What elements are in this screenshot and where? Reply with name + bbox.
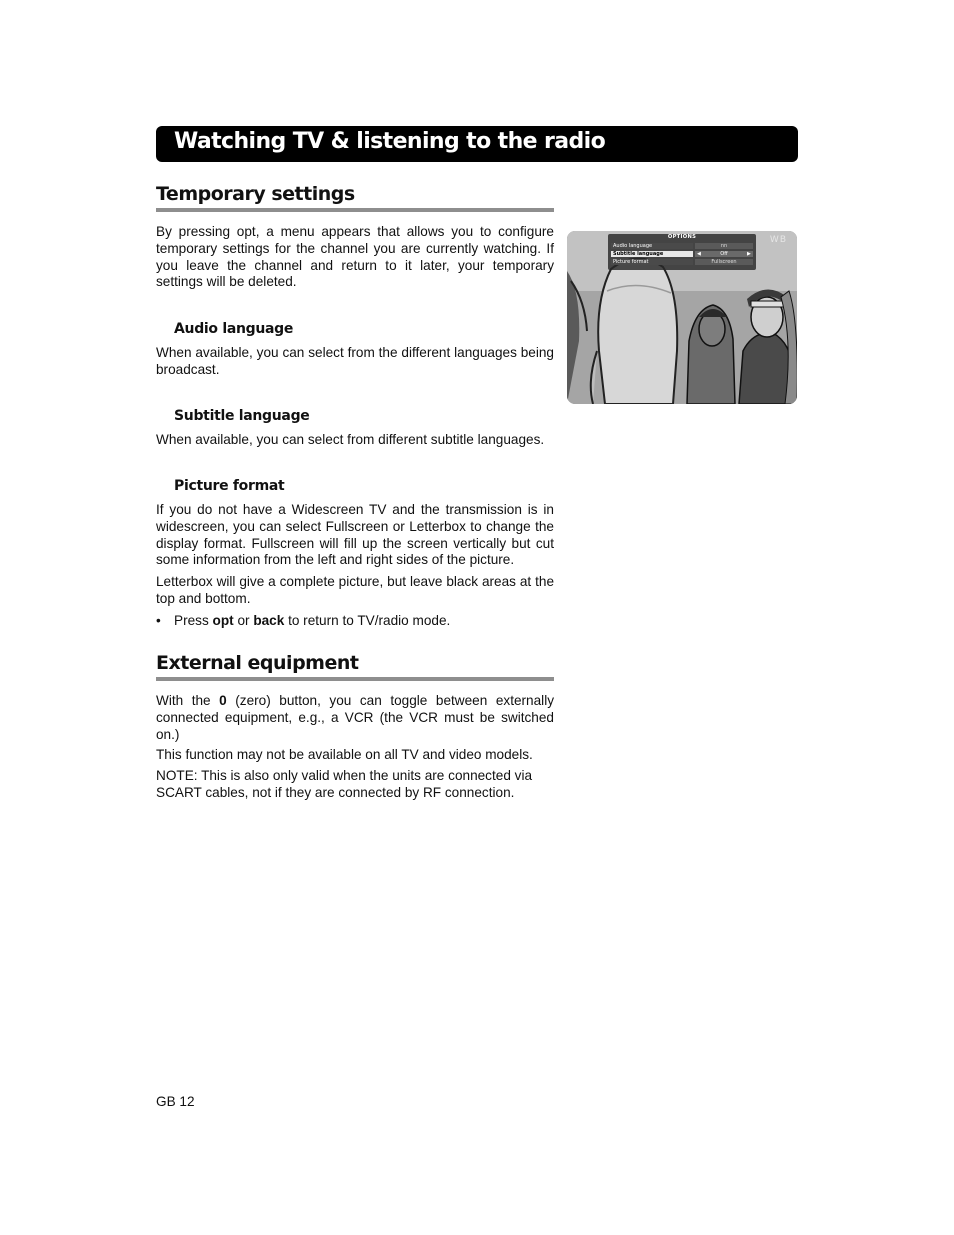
bullet-post: to return to TV/radio mode. (284, 612, 451, 628)
external-text-1 (156, 693, 554, 743)
external-equipment-section (156, 652, 554, 681)
channel-logo: WB (769, 235, 787, 245)
audio-language-block (156, 321, 554, 337)
temporary-settings-heading: Temporary settings (156, 183, 355, 205)
menu-row-audio-language[interactable] (611, 243, 753, 249)
subtitle-language-text: When available, you can select from different subtitle languages. (156, 432, 545, 447)
zero-key: 0 (219, 693, 227, 708)
menu-row-value: Off (695, 251, 753, 257)
options-menu-title: OPTIONS (667, 234, 697, 240)
subtitle-language-text-block (156, 432, 554, 449)
menu-row-label: Audio language (611, 243, 693, 249)
menu-row-value: Fullscreen (695, 259, 753, 265)
external-equipment-text-block (156, 693, 554, 802)
temporary-intro-block (156, 224, 554, 291)
temporary-settings-section (156, 183, 554, 212)
external-text-1-pre: With the (156, 693, 220, 708)
left-arrow-icon[interactable]: ◀ (697, 251, 701, 257)
audio-language-text: When available, you can select from the different languages being broadcast. (156, 345, 554, 377)
bullet-pre: Press (174, 612, 213, 628)
subtitle-language-block (156, 408, 554, 424)
chapter-title: Watching TV & listening to the radio (174, 129, 606, 154)
menu-row-picture-format[interactable] (611, 259, 753, 265)
chapter-title-bar (156, 126, 798, 162)
heading-rule (156, 208, 554, 212)
options-menu (608, 234, 756, 270)
picture-format-text-2: Letterbox will give a complete picture, but leave black areas at the top and bottom. (156, 574, 554, 606)
picture-format-text-block (156, 502, 554, 630)
external-text-2: This function may not be available on all TV and video models. (156, 747, 533, 763)
subtitle-language-heading: Subtitle language (174, 408, 310, 424)
temporary-intro-text: By pressing opt, a menu appears that allows you to configure temporary settings for the channel you are currently watching. If you leave the channel and return to it later, your temporary settings will be deleted. (156, 224, 554, 290)
external-equipment-heading: External equipment (156, 652, 359, 674)
back-key: back (253, 612, 285, 628)
tv-options-screenshot (567, 231, 797, 404)
external-text-1-post: (zero) button, you can toggle between externally connected equipment, e.g., a VCR (the VCR must be switched on.) (156, 693, 555, 742)
heading-rule (156, 677, 554, 681)
menu-row-label: Picture format (611, 259, 693, 265)
return-bullet (156, 613, 554, 630)
opt-key: opt (212, 612, 234, 628)
right-arrow-icon[interactable]: ▶ (747, 251, 751, 257)
menu-row-subtitle-language[interactable] (611, 251, 753, 257)
picture-format-block (156, 478, 554, 494)
menu-row-value: nn (695, 243, 753, 249)
menu-row-label: Subtitle language (611, 251, 693, 257)
picture-format-heading: Picture format (174, 478, 285, 494)
picture-format-text-1: If you do not have a Widescreen TV and the transmission is in widescreen, you can select Fullscreen or Letterbox to change the display format. Fullscreen will fill up the screen vertically but cut some information from the left and right sides of the picture. (156, 502, 554, 568)
page-number: GB 12 (156, 1094, 195, 1109)
bullet-mid: or (233, 612, 254, 628)
external-text-3: NOTE: This is also only valid when the units are connected via SCART cables, not if they are connected by RF connection. (156, 768, 533, 800)
bullet-dot: • (156, 612, 161, 628)
audio-language-heading: Audio language (174, 321, 294, 337)
audio-language-text-block (156, 345, 554, 379)
